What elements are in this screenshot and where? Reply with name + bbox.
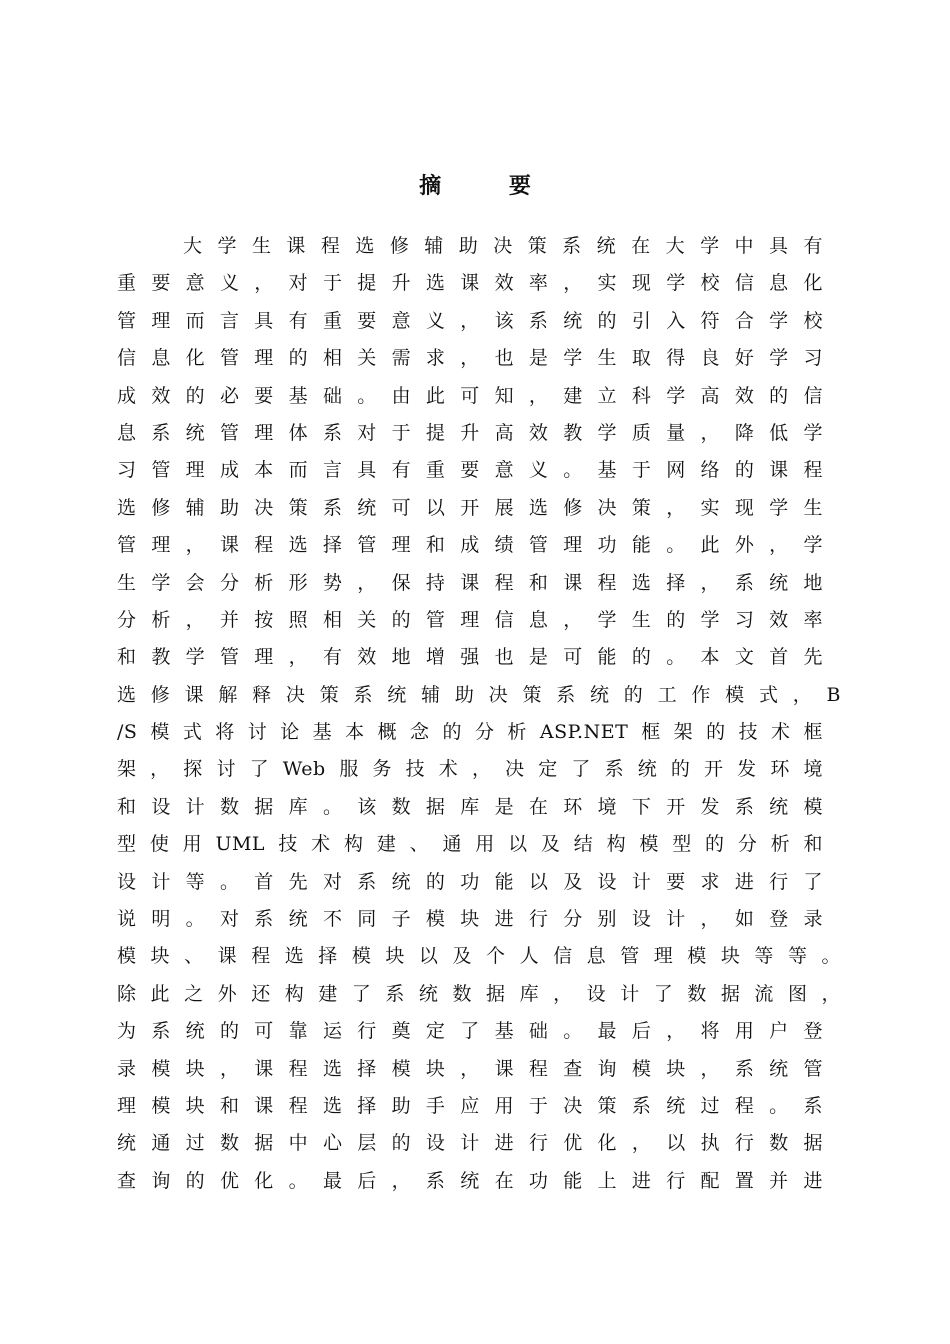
paragraph-line: 管理而言具有重要意义，该系统的引入符合学校 [117,309,823,332]
paragraph-line: 分析，并按照相关的管理信息，学生的学习效率 [117,608,823,631]
paragraph-line: 和教学管理，有效地增强也是可能的。本文首先 [117,646,823,669]
paragraph-line: 统通过数据中心层的设计进行优化，以执行数据 [117,1132,823,1155]
paragraph-line: 选修课解释决策系统辅助决策系统的工作模式，B [117,683,841,706]
paragraph-line: 成效的必要基础。由此可知，建立科学高效的信 [117,384,823,407]
paragraph-line: 说明。对系统不同子模块进行分别设计，如登录 [117,908,823,931]
paragraph-line: /S模式将讨论基本概念的分析ASP.NET框架的技术框 [117,721,823,744]
paragraph-line: 模块、课程选择模块以及个人信息管理模块等等。 [117,945,841,968]
paragraph-line: 录模块，课程选择模块，课程查询模块，系统管 [117,1057,823,1080]
paragraph-line: 理模块和课程选择助手应用于决策系统过程。系 [117,1094,823,1117]
paragraph-line: 习管理成本而言具有重要意义。基于网络的课程 [117,459,823,482]
paragraph-line: 为系统的可靠运行奠定了基础。最后，将用户登 [117,1020,823,1043]
paragraph-line: 型使用UML技术构建、通用以及结构模型的分析和 [117,833,823,856]
paragraph-line: 生学会分析形势，保持课程和课程选择，系统地 [117,571,823,594]
paragraph-line: 架，探讨了Web服务技术，决定了系统的开发环境 [117,758,823,781]
paragraph-line: 信息化管理的相关需求，也是学生取得良好学习 [117,347,823,370]
paragraph-line: 设计等。首先对系统的功能以及设计要求进行了 [117,870,823,893]
paragraph-line: 大学生课程选修辅助决策系统在大学中具有 [183,235,823,257]
paragraph-line: 和设计数据库。该数据库是在环境下开发系统模 [117,795,823,818]
paragraph-line: 息系统管理体系对于提升高效教学质量，降低学 [117,421,823,444]
abstract-body [117,228,841,1200]
abstract-title: 摘 要 [419,173,561,199]
paragraph-line: 重要意义，对于提升选课效率，实现学校信息化 [117,272,823,295]
paragraph-line: 选修辅助决策系统可以开展选修决策，实现学生 [117,496,823,519]
paragraph-line: 除此之外还构建了系统数据库，设计了数据流图， [117,982,841,1005]
paragraph-line: 查询的优化。最后，系统在功能上进行配置并进 [117,1169,823,1192]
paragraph-line: 管理，课程选择管理和成绩管理功能。此外，学 [117,534,823,557]
